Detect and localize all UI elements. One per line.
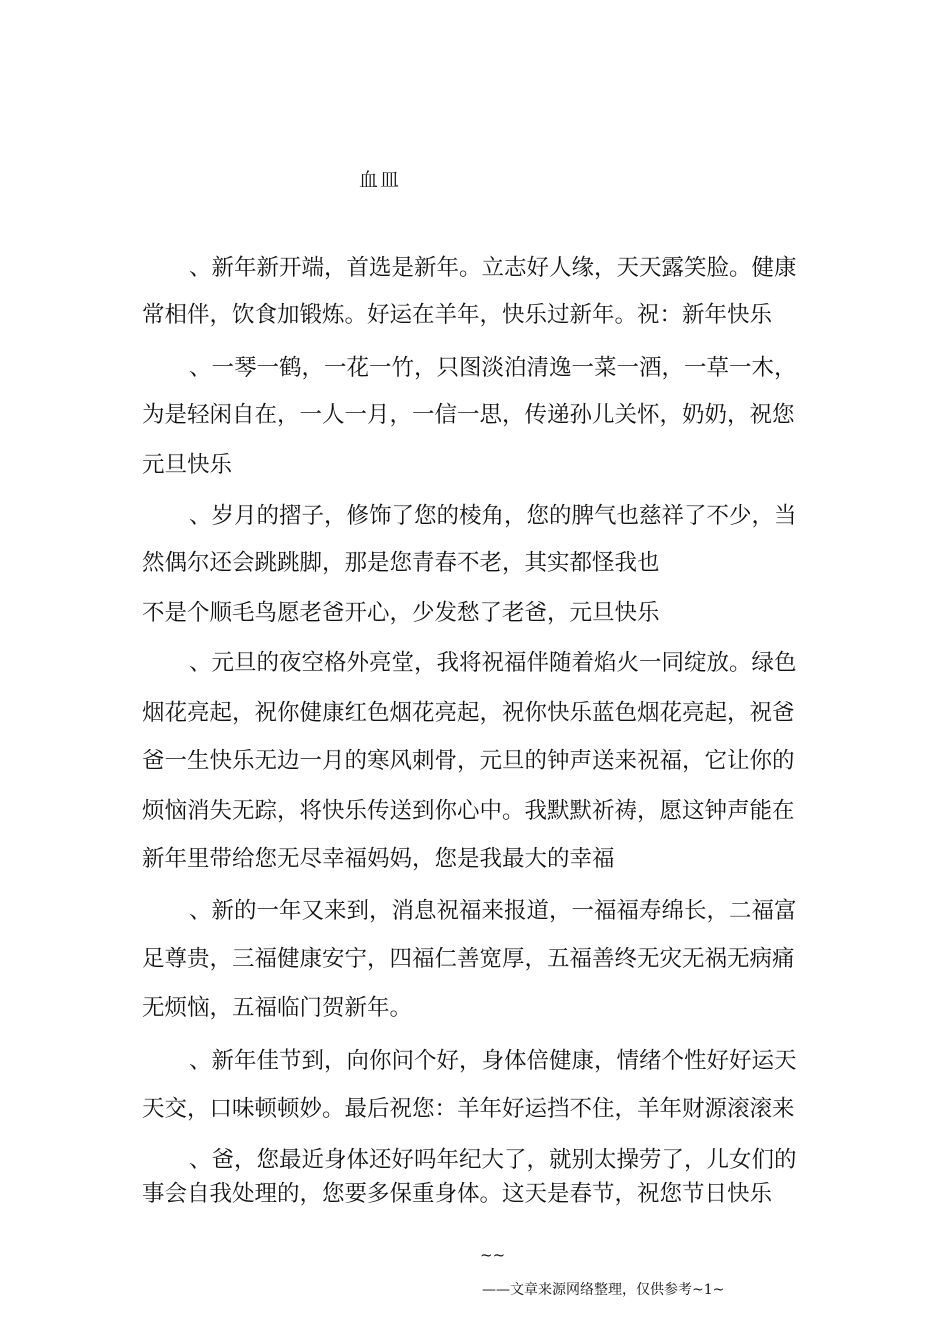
text-line: 、一琴一鹤，一花一竹，只图淡泊清逸一菜一酒，一草一木， — [189, 355, 797, 381]
text-line: 事会自我处理的，您要多保重身体。这天是春节，祝您节日快乐 — [142, 1181, 773, 1207]
text-line: 为是轻闲自在，一人一月，一信一思，传递孙儿关怀，奶奶，祝您 — [142, 402, 795, 428]
text-line: 、元旦的夜空格外亮堂，我将祝福伴随着焰火一同绽放。绿色 — [189, 650, 797, 676]
text-line: 、新年新开端，首选是新年。立志好人缘，天天露笑脸。健康 — [189, 255, 797, 281]
text-line: 、新年佳节到，向你问个好，身体倍健康，情绪个性好好运天 — [189, 1048, 797, 1074]
text-line: 、岁月的摺子，修饰了您的棱角，您的脾气也慈祥了不少，当 — [189, 503, 797, 529]
text-line: 无烦恼，五福临门贺新年。 — [142, 995, 413, 1021]
text-line: 爸一生快乐无边一月的寒风刺骨，元旦的钟声送来祝福，它让你的 — [142, 748, 795, 774]
text-line: 天交，口味顿顿妙。最后祝您：羊年好运挡不住，羊年财源滚滚来 — [142, 1096, 795, 1122]
text-line: 新年里带给您无尽幸福妈妈，您是我最大的幸福 — [142, 846, 615, 872]
text-line: 、新的一年又来到，消息祝福来报道，一福福寿绵长，二福富 — [189, 898, 797, 924]
text-line: 然偶尔还会跳跳脚，那是您青春不老，其实都怪我也 — [142, 550, 660, 576]
text-line: 不是个顺毛鸟愿老爸开心，少发愁了老爸，元旦快乐 — [142, 600, 660, 626]
text-line: 常相伴，饮食加锻炼。好运在羊年，快乐过新年。祝：新年快乐 — [142, 302, 773, 328]
text-line: 元旦快乐 — [142, 452, 233, 478]
text-line: 烟花亮起，祝你健康红色烟花亮起，祝你快乐蓝色烟花亮起，祝爸 — [142, 700, 795, 726]
footer-note: ——文章来源网络整理，仅供参考~1~ — [482, 1282, 725, 1298]
text-line: 、爸，您最近身体还好吗年纪大了，就别太操劳了，儿女们的 — [189, 1147, 797, 1173]
text-line: 足尊贵，三福健康安宁，四福仁善宽厚，五福善终无灾无祸无病痛 — [142, 946, 795, 972]
document-title: 血皿 — [359, 169, 402, 191]
footer-mark: ~~ — [480, 1246, 506, 1264]
text-line: 烦恼消失无踪，将快乐传送到你心中。我默默祈祷，愿这钟声能在 — [142, 798, 795, 824]
